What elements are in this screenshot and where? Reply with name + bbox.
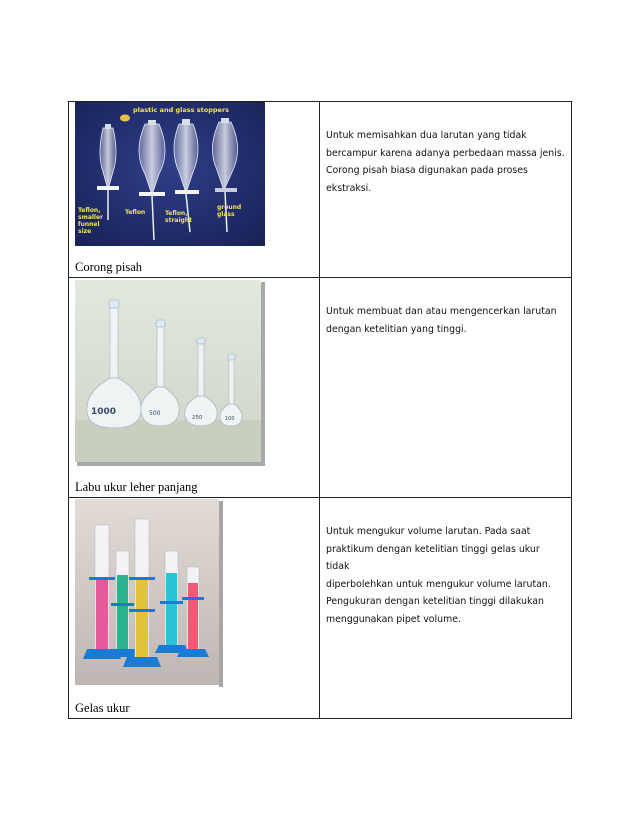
equipment-table (68, 101, 572, 719)
description-line: Corong pisah biasa digunakan pada proses (326, 165, 528, 176)
funnel-label: Teflon, (165, 210, 188, 217)
image-cell (69, 278, 320, 498)
funnel-label: Teflon, (78, 207, 101, 214)
equipment-description (320, 278, 571, 338)
image-cell (69, 102, 320, 278)
description-line: Pengukuran dengan ketelitian tinggi dilakukan (326, 596, 544, 607)
separatory-funnel-image (75, 102, 265, 246)
description-line: ekstraksi. (326, 182, 372, 194)
flask-volume-label: 100 (225, 416, 235, 422)
volumetric-flask-image (75, 280, 265, 466)
funnel-label: smaller (78, 214, 104, 221)
graduated-cylinder-image (75, 499, 223, 687)
equipment-name: Labu ukur leher panjang (75, 480, 198, 494)
table-row (69, 498, 572, 719)
flask-volume-label: 250 (192, 415, 203, 421)
funnel-label: glass (217, 211, 235, 218)
funnel-label: Teflon (125, 209, 146, 216)
equipment-description (320, 102, 571, 197)
description-line: diperbolehkan untuk mengukur volume larutan. (326, 578, 551, 590)
equipment-description (320, 498, 571, 628)
description-line: Untuk mengukur volume larutan. Pada saat (326, 526, 531, 537)
description-line: dengan ketelitian yang tinggi. (326, 323, 467, 335)
funnel-label: funnel (78, 221, 100, 228)
funnel-label: size (78, 228, 92, 235)
funnel-label: ground (217, 204, 242, 211)
image-cell (69, 498, 320, 719)
funnel-label: straight (165, 217, 192, 224)
flask-volume-label: 500 (149, 410, 161, 417)
description-cell (320, 278, 572, 498)
description-line: Untuk memisahkan dua larutan yang tidak (326, 130, 527, 141)
description-cell (320, 498, 572, 719)
stoppers-label: plastic and glass stoppers (133, 106, 230, 114)
description-line: bercampur karena adanya perbedaan massa jenis. (326, 147, 565, 159)
description-line: menggunakan pipet volume. (326, 613, 461, 625)
description-line: Untuk membuat dan atau mengencerkan larutan (326, 306, 557, 317)
equipment-name: Corong pisah (75, 260, 143, 274)
description-cell (320, 102, 572, 278)
flask-volume-label: 1000 (91, 407, 117, 417)
equipment-name: Gelas ukur (75, 701, 130, 715)
description-line: praktikum dengan ketelitian tinggi gelas ukur tidak (326, 543, 540, 572)
table-row (69, 102, 572, 278)
table-row (69, 278, 572, 498)
